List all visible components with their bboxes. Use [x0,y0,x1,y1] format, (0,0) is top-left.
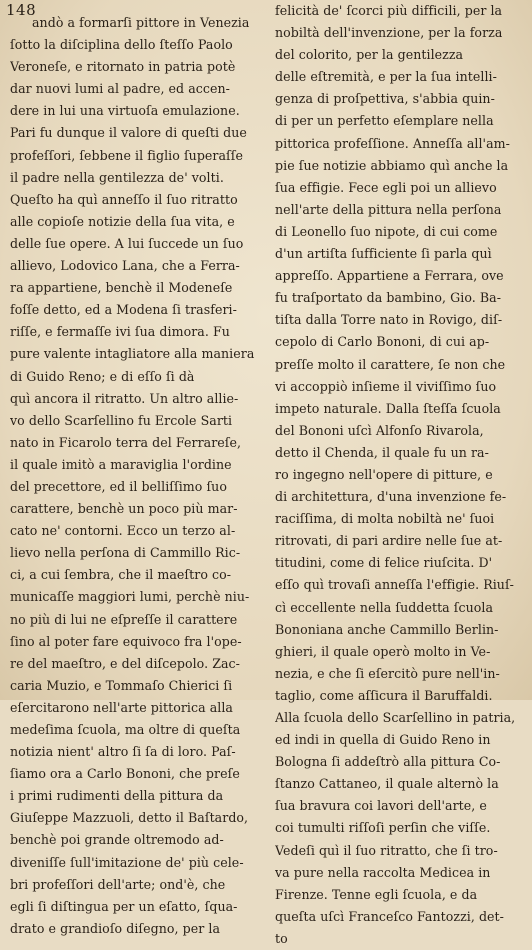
text-line: caria Muzio, e Tommaſo Chierici ſi [10,677,233,693]
page-number: 148 [6,1,37,19]
right-text-column [275,0,527,950]
text-line: di architettura, d'una invenzione fe- [275,489,507,505]
text-line: Vedeſi quì il ſuo ritratto, che ſi tro- [275,842,498,858]
text-line: titudini, come di felice riuſcita. D' [275,555,493,571]
text-line: alle copioſe notizie della ſua vita, e [10,213,235,229]
text-line: cepolo di Carlo Bononi, di cui ap- [275,334,490,350]
text-line: pie ſue notizie abbiamo quì anche la [275,157,509,173]
text-line: drato e grandioſo diſegno, per la [10,920,220,936]
text-line: to [275,930,288,946]
text-line: profeſſori, ſebbene il figlio ſuperaſſe [10,147,243,163]
text-line: delle eſtremità, e per la ſua intelli- [275,69,497,85]
text-line: ci, a cui ſembra, che il maeſtro co- [10,567,232,583]
text-line: ro ingegno nell'opere di pitture, e [275,466,493,482]
text-line: cì eccellente nella ſuddetta ſcuola [275,599,494,615]
text-line: del Bononi uſcì Alfonſo Rivarola, [275,422,484,438]
text-line: di Guido Reno; e di eſſo ſi dà [10,368,195,384]
text-line: ghieri, il quale operò molto in Ve- [275,643,491,659]
text-line: ſtanzo Cattaneo, il quale alternò la [275,776,499,792]
text-line: dar nuovi lumi al padre, ed accen- [10,81,230,97]
text-line: Bologna ſi addeſtrò alla pittura Co- [275,754,501,770]
text-line: delle ſue opere. A lui ſuccede un ſuo [10,235,244,251]
text-line: Veroneſe, e ritornato in patria potè [10,59,236,75]
text-line: pittorica profeſſione. Anneſſa all'am- [275,135,510,151]
text-line: ſiamo ora a Carlo Bononi, che preſe [10,766,240,782]
text-line: raciſſima, di molta nobiltà ne' ſuoi [275,511,495,527]
text-line: ritrovati, di pari ardire nelle ſue at- [275,533,503,549]
text-line: allievo, Lodovico Lana, che a Ferra- [10,258,240,274]
text-line: di Leonello ſuo nipote, di cui come [275,223,498,239]
text-line: egli ſi diſtingua per un eſatto, ſqua- [10,898,238,914]
text-line: detto il Chenda, il quale fu un ra- [275,444,489,460]
text-line: Pari fu dunque il valore di queſti due [10,125,247,141]
text-line: felicità de' ſcorci più difficili, per la [275,3,503,18]
text-line: cato ne' contorni. Ecco un terzo al- [10,523,236,539]
text-line: i primi rudimenti della pittura da [10,788,224,804]
text-line: andò a formarſi pittore in Venezia [32,15,250,30]
text-line: vo dello Scarſellino fu Ercole Sarti [10,412,233,428]
text-line: il quale imitò a maraviglia l'ordine [10,456,232,472]
text-line: dere in lui una virtuoſa emulazione. [10,103,240,119]
text-line: notizia nient' altro ſi ſa di loro. Paſ- [10,744,236,760]
text-line: lievo nella perſona di Cammillo Ric- [10,545,241,561]
text-line: ſua effigie. Fece egli poi un allievo [275,179,497,195]
text-line: Firenze. Tenne egli ſcuola, e da [275,886,478,902]
text-line: ſotto la diſciplina dello ſteſſo Paolo [10,37,233,53]
text-line: Giuſeppe Mazzuoli, detto il Baſtardo, [10,810,249,826]
text-line: d'un artiſta ſufficiente ſi parla quì [275,246,492,262]
text-line: municaſſe maggiori lumi, perchè niu- [10,589,250,605]
text-line: medeſima ſcuola, ma oltre di queſta [10,722,241,737]
text-line: re del maeſtro, e del diſcepolo. Zac- [10,655,240,671]
text-line: ra appartiene, benchè il Modeneſe [10,280,233,296]
text-line: eſercitarono nell'arte pittorica alla [10,699,233,715]
text-line: carattere, benchè un poco più mar- [10,501,238,517]
text-line: eſſo quì trovaſi anneſſa l'effigie. Riuſ- [275,577,514,593]
text-line: vi accoppiò inſieme il viviſſimo ſuo [275,378,497,394]
text-line: impeto naturale. Dalla ſteſſa ſcuola [275,400,501,416]
text-line: queſta uſcì Franceſco Fantozzi, det- [275,908,504,924]
text-line: riſſe, e fermaſſe ivi ſua dimora. Fu [10,324,230,340]
text-line: del colorito, per la gentilezza [275,47,464,63]
text-line: fu traſportato da bambino, Gio. Ba- [275,290,502,306]
text-line: va pure nella raccolta Medicea in [275,864,491,880]
text-line: del precettore, ed il belliſſimo ſuo [10,478,227,494]
text-line: bri profeſſori dell'arte; ond'è, che [10,876,226,892]
text-line: Alla ſcuola dello Scarſellino in patria, [275,710,516,725]
text-line: preſſe molto il carattere, ſe non che [275,356,506,372]
left-text-column [10,12,268,940]
text-line: appreſſo. Appartiene a Ferrara, ove [275,268,504,284]
text-line: di per un perfetto eſemplare nella [275,113,494,129]
text-line: ed indi in quella di Guido Reno in [275,732,491,748]
text-line: tiſta dalla Torre nato in Rovigo, diſ- [275,312,503,328]
text-line: foſſe detto, ed a Modena ſi trasferi- [10,302,237,318]
text-line: nezia, e che ſi eſercitò pure nell'in- [275,665,500,681]
text-line: nell'arte della pittura nella perſona [275,201,502,217]
text-line: diveniſſe ſull'imitazione de' più cele- [10,854,244,870]
text-line: Bononiana anche Cammillo Berlin- [275,621,499,637]
text-line: benchè poi grande oltremodo ad- [10,832,224,848]
text-line: genza di proſpettiva, s'abbia quin- [275,91,495,107]
text-line: ſino al poter fare equivoco fra l'ope- [10,633,242,649]
text-line: ſua bravura coi lavori dell'arte, e [275,798,487,814]
text-line: quì ancora il ritratto. Un altro allie- [10,390,239,406]
text-line: coi tumulti riſſoſi perſin che viſſe. [275,820,491,836]
text-line: taglio, come aſſicura il Baruffaldi. [275,687,493,703]
text-line: nobiltà dell'invenzione, per la forza [275,25,503,41]
text-line: no più di lui ne eſpreſſe il carattere [10,611,238,627]
text-line: nato in Ficarolo terra del Ferrareſe, [10,434,242,450]
text-line: pure valente intagliatore alla maniera [10,346,255,362]
text-line: il padre nella gentilezza de' volti. [10,169,224,185]
text-line: Queſto ha quì anneſſo il ſuo ritratto [10,191,238,207]
